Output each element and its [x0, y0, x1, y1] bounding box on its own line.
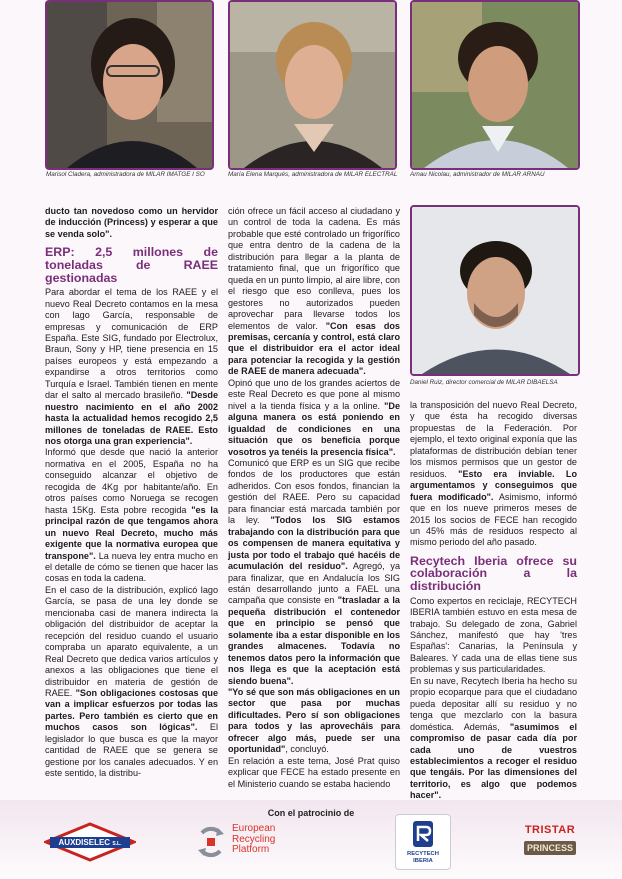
auxdiselec-wordmark: AUXDISELEC S.L. [58, 838, 122, 847]
portrait-woman-blonde [230, 2, 395, 168]
portrait-young-man [412, 207, 578, 374]
column1-lead: ducto tan novedoso como un hervidor de inducción (Princess) y esperar a que se venda solo". [45, 206, 218, 239]
section-heading-recytech: Recytech Iberia ofrece su colaboración a la distribución [410, 553, 577, 594]
article-column-1 [45, 206, 218, 780]
sponsor-label: Con el patrocinio de [267, 808, 355, 818]
column3-para-2: Como expertos en reciclaje, RECYTECH IBERIA también estuvo en esta mesa de trabajo. Su delegado de zona, Gabriel Sánchez, manifestó que hay 'tres Españas': Canarias, la Península y Baleares. Y cada una de ellas tiene sus problemas y sus particularidades. [410, 595, 577, 675]
erp-wordmark: European Recycling Platform [232, 823, 276, 855]
recytech-wordmark: RECYTECH IBERIA [407, 851, 439, 864]
article-column-3 [410, 400, 577, 802]
recytech-logo [395, 814, 451, 870]
column3-para-1: la transposición del nuevo Real Decreto, y que ésta ha recogido diversas propuestas de la Federación. Por ejemplo, el texto original exponía que las plataformas de distribución debían tener los mismos permisos que un gestor de residuos. "Esto era inviable. Lo argumentamos y conseguimos que fuera modificado". Asimismo, informó que en los nueve primeros meses de 2015 los socios de FECE han recogido un 45% más de residuos respecto al mismo periodo del año pasado. [410, 400, 577, 548]
column3-para-3: En su nave, Recytech Iberia ha hecho su propio ecoparque para que el ciudadano pueda depositar allí su residuo y no tenga que mezclarlo con la basura doméstica. Además, "asumimos el compromiso de pasar cada día por cada uno de vuestros establecimientos a recoger el residuo que tengáis. Por las dimensiones del territorio, es algo que podemos hacer". [410, 675, 577, 801]
section-heading-erp: ERP: 2,5 millones de toneladas de RAEE gestionadas [45, 245, 218, 285]
tristar-princess-logo [522, 824, 578, 860]
column2-para-2: Opinó que uno de los grandes aciertos de este Real Decreto es que pone al mismo nivel a la tienda física y a la online. "De alguna manera os está poniendo en igualdad de condiciones en una situación que os beneficia porque vosotros ya tenéis la presencia física". [228, 377, 400, 457]
article-column-2 [228, 206, 400, 790]
column2-para-5: En relación a este tema, José Prat quiso explicar que FECE ha estado presente en el Ministerio cuando se estaba haciendo [228, 755, 400, 789]
erp-logo [196, 822, 306, 862]
column2-para-3: Comunicó que ERP es un SIG que recibe fondos de los productores que están adheridos. Con esos fondos, financian la gestión del RAEE. Pero su capacidad para financiar está marcada también por la ley. "Todos los SIG estamos trabajando con la distribución para que os compensen de manera equitativa y justa por todo el trabajo qué hacéis de acumulación del residuo". Agregó, ya para finalizar, que en Andalucía los SIG están desarrollando junto a FAEL una campaña que consiste en "trasladar a la pequeña distribución el contenedor que en principio se pensó que solamente iba a estar disponible en los grandes almacenes. Todavía no tenemos datos pero la información que nos llega es que la aceptación está siendo buena". [228, 457, 400, 686]
auxdiselec-logo [44, 822, 136, 862]
column1-para-1: Para abordar el tema de los RAEE y el nuevo Real Decreto contamos en la mesa con lago García, responsable de empresas y comunicación de ERP España. Este SIG, fundado por Electrolux, Braun, Sony y HP, tiene presencia en 15 países europeos y está empezando a expandirse a otros territorios como Turquía e Israel. También tienen en mente dar el salto al mercado brasileño. "Desde nuestro nacimiento en el año 2002 hasta la actualidad hemos recogido 2,5 millones de toneladas de RAEE. Esto nos otorga una gran experiencia". [45, 287, 218, 447]
recycle-arrows-icon [196, 825, 226, 859]
photo-marisol-cladera [45, 0, 214, 170]
caption-photo-2: María Elena Marqués, administradora de MILAR ELECTRAL [228, 171, 398, 178]
tristar-wordmark: TRISTAR [524, 824, 576, 836]
caption-photo-1: Marisol Cladera, administradora de MILAR IMATGE I SO [46, 171, 205, 178]
column2-para-4: "Yo sé que son más obligaciones en un sector que pasa por muchas dificultades. Pero sí son obligaciones para todos y las aprovecháis para ofrecer algo más, puede ser una oportunidad", concluyó. [228, 687, 400, 755]
recytech-emblem-icon [396, 817, 450, 851]
caption-photo-4: Daniel Ruiz, director comercial de MILAR DIBAELSA [410, 379, 558, 386]
photo-daniel-ruiz [410, 205, 580, 376]
portrait-man-curly-hair [412, 2, 578, 168]
portrait-woman-short-hair [47, 2, 212, 168]
column2-para-1: ción ofrece un fácil acceso al ciudadano y un control de toda la cadena. Es más probable que esté controlado un frigorífico que entra dentro de la cadena de la distribución para llegar a la planta de tratamiento final, que un frigorífico que queda en un punto limpio, al aire libre, con el riesgo que eso conlleva, pues los gestores no autorizados pueden aprovechar para llevarse todos los elementos de valor. "Con esas dos premisas, cercanía y control, está claro que el distribuidor era el actor ideal para potenciar la recogida y la gestión de RAEE de manera adecuada". [228, 206, 400, 377]
photo-arnau-nicolau [410, 0, 580, 170]
photo-maria-elena-marques [228, 0, 397, 170]
column1-para-2: Informó que desde que nació la anterior normativa en el 2005, España no ha conseguido alcanzar el objetivo de recogida de 4Kg por habitante/año. En otros países como Noruega se recogen hasta 15Kg. Esta pobre recogida "es la principal razón de que tengamos ahora un nuevo Real Decreto, mucho más exigente que la normativa europea que transpone". La nueva ley entra mucho en el detalle de cómo se tienen que hacer las cosas en toda la cadena. [45, 447, 219, 584]
princess-wordmark: PRINCESS [524, 841, 576, 855]
caption-photo-3: Arnau Nicolau, administrador de MILAR ARNAU [410, 171, 545, 178]
column1-para-3: En el caso de la distribución, explicó lago García, se pasa de una ley donde se mencionaba casi de manera indirecta la obligación del distribuidor de aceptar la recepción del residuo cuando el usuario compraba un aparato equivalente, a un Real Decreto que dedica varios artículos y anexos a las obligaciones que tiene el distribuidor en materia de gestión de RAEE. "Son obligaciones costosas que van a implicar esfuerzos por todas las partes. Pero también es cierto que en muchos casos son lógicas". El legislador lo que busca es que la mayor cantidad de RAEE que se genera se gestione por los canales adecuados. Y en este sentido, la distribu- [45, 584, 218, 779]
